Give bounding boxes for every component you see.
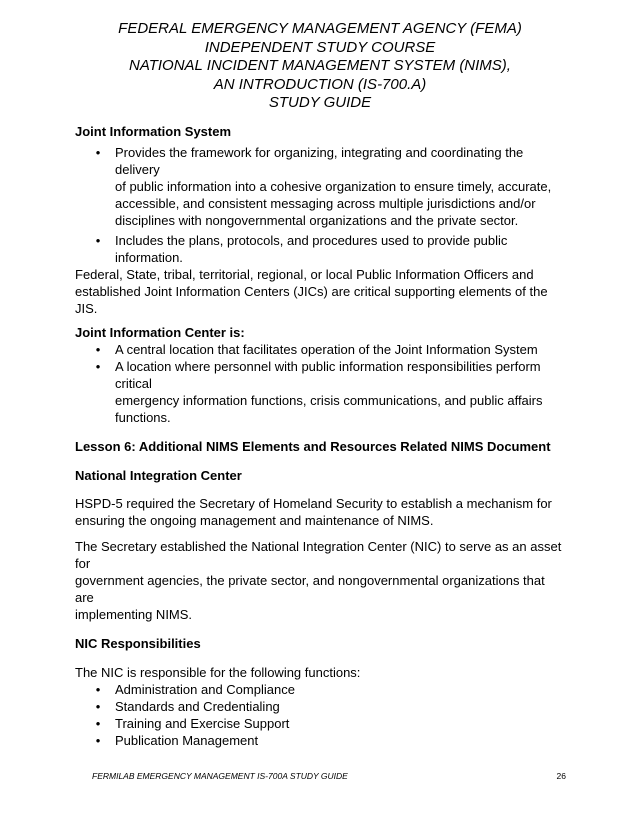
paragraph-line: HSPD-5 required the Secretary of Homeland Security to establish a mechanism for — [75, 496, 552, 511]
bullet-icon: • — [95, 682, 101, 697]
header-line: INDEPENDENT STUDY COURSE — [204, 38, 436, 56]
bullet-line: accessible, and consistent messaging across multiple jurisdictions and/or — [115, 196, 536, 211]
bullet-icon: • — [95, 145, 101, 160]
nic-paragraph-2 — [75, 538, 565, 623]
paragraph-line: Federal, State, tribal, territorial, regional, or local Public Information Officers and — [75, 267, 534, 282]
list-item — [75, 681, 565, 698]
section-heading-nic-responsibilities: NIC Responsibilities — [75, 636, 201, 651]
bullet-line: emergency information functions, crisis communications, and public affairs — [115, 393, 543, 408]
nic-responsibilities-list — [75, 681, 565, 749]
list-item — [75, 232, 565, 266]
bullet-line: Includes the plans, protocols, and procedures used to provide public information. — [115, 233, 508, 265]
bullet-line: Administration and Compliance — [115, 682, 295, 697]
section-heading-nic: National Integration Center — [75, 468, 242, 483]
bullet-line: functions. — [115, 410, 171, 425]
paragraph-line: The Secretary established the National Integration Center (NIC) to serve as an asset for — [75, 539, 562, 571]
jic-bullet-list — [75, 341, 565, 426]
nic-paragraph-1 — [75, 495, 565, 529]
header-line: AN INTRODUCTION (IS-700.A) — [213, 75, 427, 93]
paragraph-line: ensuring the ongoing management and maintenance of NIMS. — [75, 513, 434, 528]
bullet-icon: • — [95, 733, 101, 748]
list-item — [75, 341, 565, 358]
nic-responsibilities-intro: The NIC is responsible for the following functions: — [75, 665, 361, 680]
document-body — [75, 123, 565, 749]
bullet-line: A location where personnel with public information responsibilities perform critical — [115, 359, 541, 391]
bullet-line: Standards and Credentialing — [115, 699, 280, 714]
bullet-line: disciplines with nongovernmental organizations and the private sector. — [115, 213, 519, 228]
list-item — [75, 732, 565, 749]
section-heading-jic: Joint Information Center is: — [75, 325, 245, 340]
list-item — [75, 144, 565, 229]
list-item — [75, 698, 565, 715]
bullet-icon: • — [95, 699, 101, 714]
bullet-line: Provides the framework for organizing, integrating and coordinating the delivery — [115, 145, 524, 177]
footer-text: FERMILAB EMERGENCY MANAGEMENT IS-700A STUDY GUIDE — [92, 771, 348, 781]
list-item — [75, 358, 565, 426]
bullet-line: A central location that facilitates operation of the Joint Information System — [115, 342, 538, 357]
bullet-icon: • — [95, 359, 101, 374]
header-line: NATIONAL INCIDENT MANAGEMENT SYSTEM (NIMS), — [129, 57, 511, 74]
jis-paragraph — [75, 266, 565, 317]
page-number: 26 — [556, 771, 566, 781]
jis-bullet-list — [75, 144, 565, 266]
header-line: STUDY GUIDE — [268, 94, 372, 111]
paragraph-line: government agencies, the private sector, and nongovernmental organizations that are — [75, 573, 545, 605]
paragraph-line: established Joint Information Centers (JICs) are critical supporting elements of the JIS. — [75, 284, 548, 316]
section-heading-jis: Joint Information System — [75, 124, 232, 139]
section-heading-lesson6: Lesson 6: Additional NIMS Elements and Resources Related NIMS Document — [75, 439, 551, 454]
header-line: FEDERAL EMERGENCY MANAGEMENT AGENCY (FEMA) — [118, 20, 522, 37]
document-footer — [92, 771, 566, 781]
bullet-line: Publication Management — [115, 733, 259, 748]
document-header — [60, 20, 580, 113]
list-item — [75, 715, 565, 732]
bullet-icon: • — [95, 342, 101, 357]
bullet-icon: • — [95, 716, 101, 731]
bullet-line: of public information into a cohesive organization to ensure timely, accurate, — [115, 179, 552, 194]
bullet-line: Training and Exercise Support — [115, 716, 290, 731]
bullet-icon: • — [95, 233, 101, 248]
paragraph-line: implementing NIMS. — [75, 607, 193, 622]
